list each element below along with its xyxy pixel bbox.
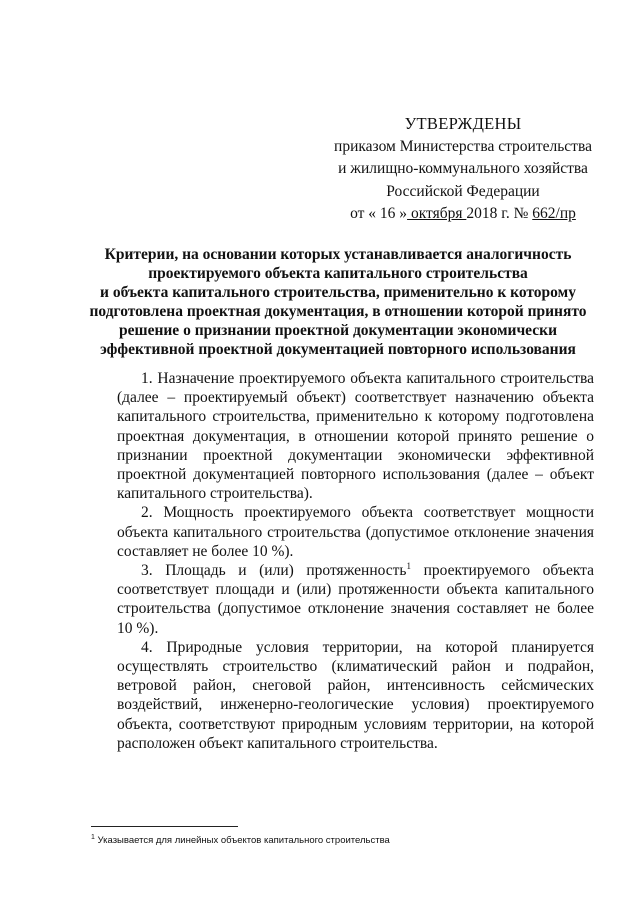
approval-date-month: октября <box>407 205 467 222</box>
approval-line-1: приказом Министерства строительства <box>334 137 592 155</box>
approval-title: УТВЕРЖДЕНЫ <box>404 114 522 133</box>
approval-date-year: 2018 г. № <box>466 205 529 222</box>
heading-line: проектируемого объекта капитального строительства <box>148 265 528 282</box>
heading-line: эффективной проектной документацией повторного использования <box>100 341 576 358</box>
footnote-divider <box>91 826 238 827</box>
paragraph-3 <box>117 561 594 638</box>
heading-line: подготовлена проектная документация, в отношении которой принято <box>89 303 587 320</box>
paragraph-3-end: проектируемого объекта соответствует площади и (или) протяженности объекта капитального строительства (допустимое отклонение значения составляет не более 10 %). <box>117 562 595 637</box>
footnote <box>91 832 561 847</box>
approval-order-number: 662/пр <box>532 205 576 222</box>
paragraph-2: 2. Мощность проектируемого объекта соответствует мощности объекта капитального строительства (допустимое отклонение значения составляет не более 10 %). <box>117 504 594 560</box>
footnote-reference: 1 <box>406 560 411 571</box>
approval-line-3: Российской Федерации <box>386 182 540 200</box>
document-body <box>117 369 594 753</box>
heading-line: решение о признании проектной документации экономически <box>118 322 557 339</box>
paragraph-1: 1. Назначение проектируемого объекта капитального строительства (далее – проектируемый объект) соответствует назначению объекта капитального строительства, применительно к которому подготовлена проектная документация, в отношении которой принято решение о признании проектной документации экономически эффективной проектной документацией повторного использования (далее – объект капитального строительства). <box>117 370 594 503</box>
paragraph-3-start: 3. Площадь и (или) протяженность <box>141 562 407 580</box>
document-heading <box>88 245 588 359</box>
heading-line: и объекта капитального строительства, применительно к которому <box>100 284 576 301</box>
approval-block <box>330 113 596 226</box>
paragraph-4: 4. Природные условия территории, на которой планируется осуществлять строительство (климатический район и подрайон, ветровой район, снеговой район, интенсивность сейсмических воздействий, инженерно-геологические условия) проектируемого объекта, соответствуют природным условиям территории, на которой расположен объект капитального строительства. <box>117 638 594 752</box>
heading-line: Критерии, на основании которых устанавливается аналогичность <box>104 246 572 263</box>
approval-date-line <box>330 203 596 226</box>
footnote-text: Указывается для линейных объектов капитального строительства <box>94 835 390 847</box>
approval-date-day: от « 16 » <box>350 205 408 222</box>
footnote-marker: 1 <box>91 834 95 841</box>
approval-line-2: и жилищно-коммунального хозяйства <box>338 160 588 177</box>
